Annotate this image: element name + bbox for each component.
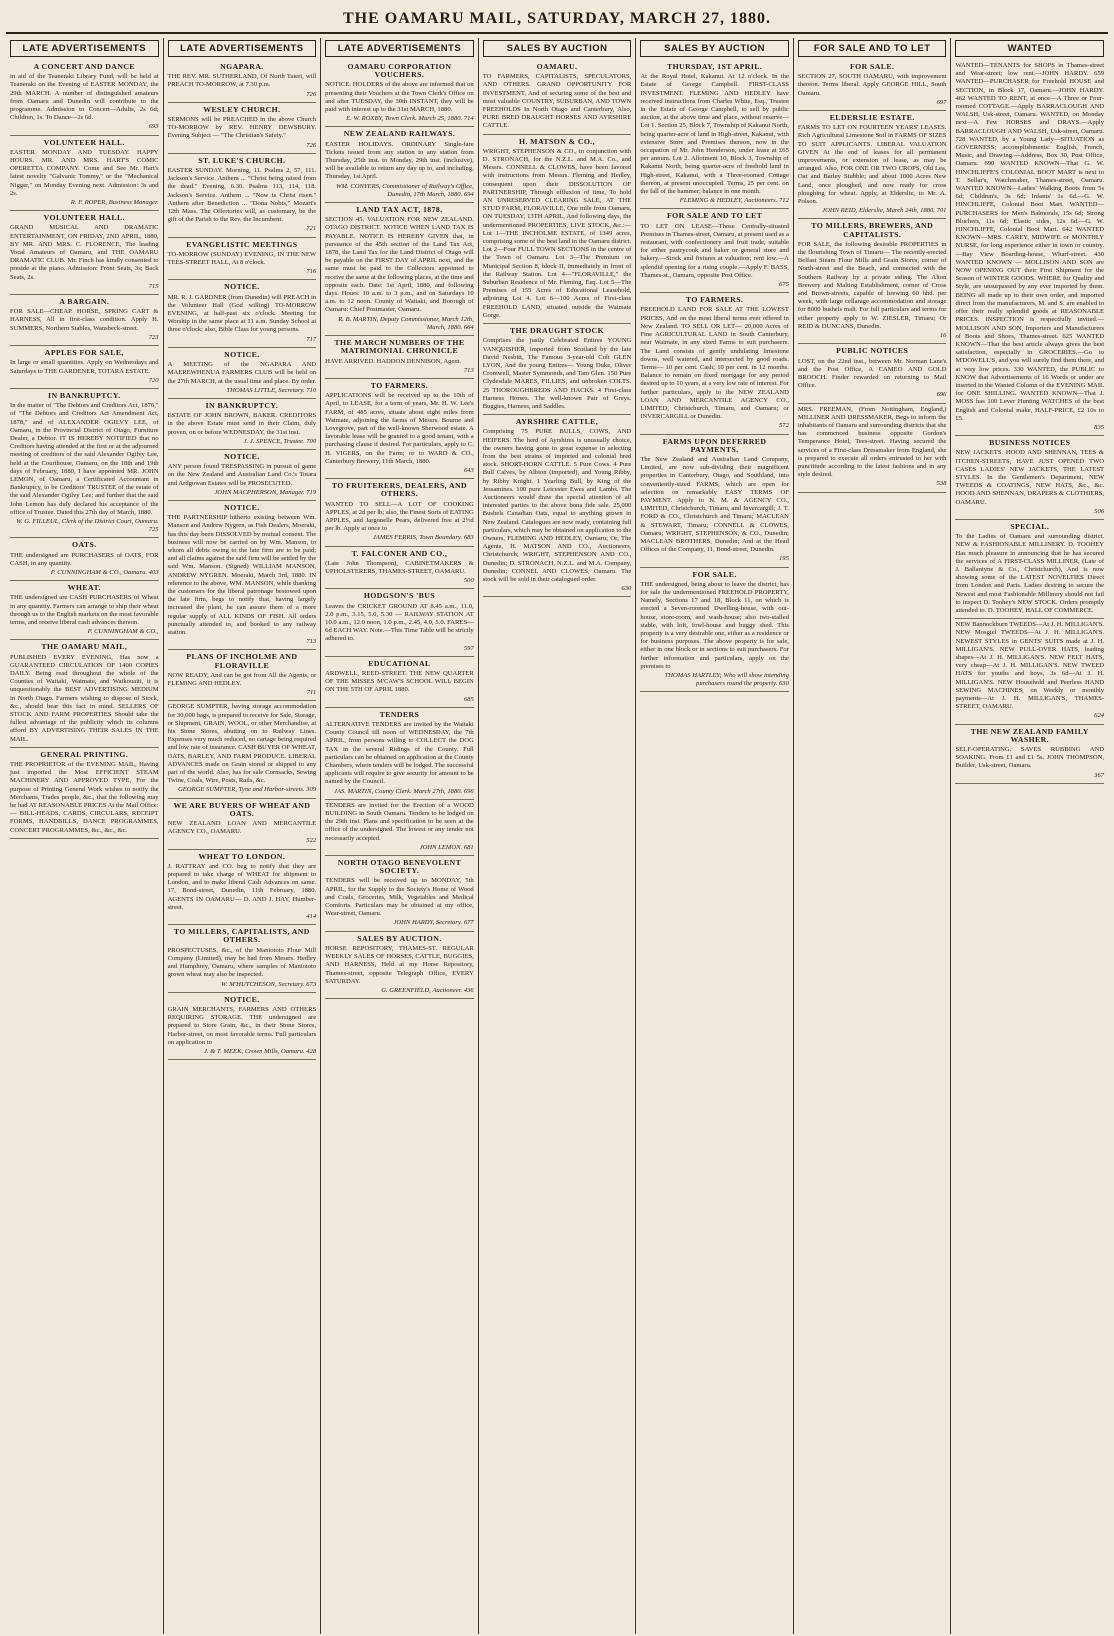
ad-body: PROSPECTUSES, &c., of the Maniototo Flour Mill Company (Limited), may be had from Messrs. Hedley and Humphrey, Oamaru, where samples of Maniototo grown wheat may also be inspected. xyxy=(167,946,317,979)
advertisement xyxy=(798,344,947,403)
advertisement xyxy=(168,154,317,238)
advertisement xyxy=(325,203,474,336)
ad-title: NOTICE. xyxy=(224,994,260,1004)
ad-body: HORSE REPOSITORY, THAMES-ST. REGULAR WEEKLY SALES OF HORSES, CATTLE, BUGGIES, AND HARNESS, Held at my Horse Repository, Thames-street, opposite Telegraph Office, EVERY SATURDAY. xyxy=(325,944,474,985)
ad-signature: WM. CONYERS, Commissioner of Railway's Office, Dunedin, 17th March, 1880. 694 xyxy=(336,182,474,198)
masthead: THE OAMARU MAIL, SATURDAY, MARCH 27, 1880. xyxy=(342,10,772,27)
ad-body: SELF-OPERATING. SAVES RUBBING AND SOAKING. From £1 and £1 5s. JOHN THOMPSON, Builder, Usk-street, Oamaru. xyxy=(955,746,1105,770)
advertisement xyxy=(798,219,947,344)
ad-signature: W. M'HUTCHESON, Secretary. 673 xyxy=(221,980,317,988)
ad-signature: P. CUNNINGHAM & CO., xyxy=(87,628,159,636)
ad-title: THE DRAUGHT STOCK xyxy=(510,326,605,336)
ad-title: THE MARCH NUMBERS OF THE MATRIMONIAL CHRONICLE xyxy=(334,338,465,356)
ad-body: FOR SALE, the following desirable PROPERTIES in the flourishing Town of Timaru— The recently-erected Belfast Steam Flour Mills and Grain Stores, corner of North-street and the Beach, and connected with the Southern Railway by a private siding. The Alton Brewery and Malting Establishment, corner of Cross and Brown-streets, capable of brewing 60 hhd. per week, with large cellarage accommodation and storage for 8000 bushels malt. For full particulars and terms for either property apply to W. ZIESLER, Timaru; Or REID & DUNCANS, Dunedin. xyxy=(797,240,947,330)
ad-title: BUSINESS NOTICES xyxy=(989,438,1071,448)
ad-body: Leaves the CRICKET GROUND AT 8.45 a.m., 11.0, 2.0 p.m., 3.15, 5.0, 5.30 — RAILWAY STATION AT 10.0 a.m., 12.0 noon, 1.0 p.m., 2.45, 4.0, 5.0. FARES—6d EACH WAY. Note.—This Time Table will be strictly adhered to. xyxy=(325,602,474,643)
ad-signature: JAMES FERRIS, Town Boundary. 683 xyxy=(372,534,474,542)
ad-signature: 711 xyxy=(306,689,317,697)
ad-title: H. MATSON & CO., xyxy=(519,136,596,146)
advertisement xyxy=(10,389,159,538)
ad-title: NOTICE. xyxy=(224,349,260,359)
masthead-rule xyxy=(6,32,1108,34)
advertisement xyxy=(483,324,632,415)
ad-title: FOR SALE AND TO LET xyxy=(666,211,763,221)
ad-signature: E. W. ROXBY, Town Clerk. March 25, 1880. 714 xyxy=(346,115,474,123)
ad-title: NORTH OTAGO BENEVOLENT SOCIETY. xyxy=(337,858,462,876)
ad-body: FOR SALE—CHEAP. HORSE, SPRING CART & HARNESS, All in first-class condition. Apply H. SUMMERS, Northern Stables, Wansbeck-street. xyxy=(10,308,159,332)
advertisement xyxy=(325,60,474,127)
advertisement xyxy=(168,60,317,103)
ad-title: TO FARMERS. xyxy=(685,295,744,305)
ad-title: IN BANKRUPTCY. xyxy=(205,400,279,410)
advertisement xyxy=(168,103,317,154)
advertisement xyxy=(325,547,474,590)
ad-title: A CONCERT AND DANCE xyxy=(33,62,135,71)
ad-title: FARMS UPON DEFERRED PAYMENTS. xyxy=(662,436,767,454)
column-5 xyxy=(635,38,793,1634)
advertisement xyxy=(10,538,159,581)
ad-title: WESLEY CHURCH. xyxy=(203,104,281,114)
ad-signature: J. & T. MEEK, Crown Mills, Oamaru. 428 xyxy=(204,1047,317,1055)
advertisement xyxy=(325,932,474,999)
ad-body: WRIGHT, STEPHENSON & CO., in conjunction with D. STRONACH, for the N.Z.L. and M.A. Co., and Messrs. CONNELL & CLOWES, have been favored with instructions from Messrs. Fleming and Hedley, consequent upon their DISSOLUTION OF PARTNERSHIP, Through effluxion of time, To hold AN UNRESERVED CLEARING SALE, AT THE STUD FARM, FLORAVILLE, One mile from Oamaru, ON TUESDAY, 13TH APRIL, And following days, the undermentioned PROPERTIES, LIVE STOCK, &c.:— Lot 1—THE INCHOLME ESTATE, of 1349 acres, comprising some of the best land in the Oamaru district. Lot 2—Four FULL TOWN SECTIONS in the centre of the Town of Oamaru. Lot 3—The Premium on Municipal Section 8, block II, immediately in front of the Railway Station. Lot 4—"FLORAVILLE," the Suburban Residence of Mr. Fleming, Esq. Lot 5—The Premises of 155 Acres of Educational Leasehold, adjoining Lot 4. Lot 6—100 Acres of First-class FREEHOLD LAND, situated outside the Waimate Gorge. xyxy=(482,147,632,319)
advertisement xyxy=(325,336,474,379)
advertisement xyxy=(168,348,317,399)
ad-title: ELDERSLIE ESTATE. xyxy=(829,113,915,123)
advertisement xyxy=(955,60,1104,436)
ad-body: ALTERNATIVE TENDERS are invited by the Waitaki County Council till noon of WEDNESDAY, the 7th APRIL, from persons willing to COLLECT the DOG TAX in the several Ridings of the County. Full particulars can be obtained on application at the County Chambers, where tenders will be lodged. The successful applicants will require to give security for amount to be named by the Council. xyxy=(325,721,474,786)
ad-signature: 643 xyxy=(463,466,474,474)
ad-signature: JOHN LEMON. 681 xyxy=(419,843,474,851)
ad-title: TO FARMERS. xyxy=(370,380,429,390)
ad-body: ANY person found TRESPASSING in pursuit of game on the New Zealand and Australian Land Co.'s Totara and Ardgowan Estates will be PROSECUTED. xyxy=(167,463,317,487)
ad-body: ESTATE OF JOHN BROWN, BAKER. CREDITORS in the above Estate must send in their Claim, duly proven, on or before WEDNESDAY, the 31st inst. xyxy=(167,412,317,436)
advertisement xyxy=(10,581,159,640)
ad-body: Comprises the justly Celebrated Entires YOUNG VANQUISHER, imported from Scotland by the late David Nesbitt, The Famous 3-year-old Colt GLEN LYON, And the young Entires— Young Duke, Oliver Cromwell, Master Symmonds, and Tam Glen. 150 Pure Clydesdale MARES, FILLIES, and unbroken COLTS. 25 THOROUGHBREDS AND HACKS. 4 First-class Harness Horses. The well-known Pair of Greys. Buggies, Harness, and Saddles. xyxy=(482,337,632,410)
ad-signature: 597 xyxy=(463,644,474,652)
ad-body: (Late John Thompson), CABINETMAKERS & UPHOLSTERERS, THAMES-STREET, OAMARU. xyxy=(325,559,474,575)
ad-title: OAMARU. xyxy=(536,62,578,71)
ad-signature: 715 xyxy=(148,282,159,290)
ad-signature: JOHN REID, Elderslie, March 24th, 1880. 701 xyxy=(822,207,947,215)
ad-body: SECTION 45. VALUATION FOR NEW ZEALAND. OTAGO DISTRICT. NOTICE WHEN LAND TAX IS PAYABLE. NOTICE IS HEREBY GIVEN that, in pursuance of the 45th section of the Land Tax Act, 1878, the Land Tax for the Land District of Otago will be payable on the FIRST DAY of APRIL next, and the same must be paid to the Collectors appointed to receive the same at the following places, at the time and opposite each. Date: 1st April, 1880, and following days. Hours: 10 a.m. to 3 p.m., and on Saturdays 10 a.m. to 12 noon. County of Waitaki, and Borough of Oamaru: Chief Postmaster, Oamaru. xyxy=(325,216,474,314)
ad-body: GRAIN MERCHANTS, FARMERS AND OTHERS REQUIRING STORAGE. THE undersigned are prepared to Store Grain, &c., in their Stone Stores, Harbor-street, on most favorable terms. Full particulars on application to xyxy=(167,1005,317,1046)
ad-body: NEW ZEALAND LOAN AND MERCANTILE AGENCY CO., OAMARU. xyxy=(167,820,317,836)
ad-body: MRS. FREEMAN, (From Nottingham, England,) MILLINER AND DRESSMAKER, Begs to inform the inhabitants of Oamaru and surrounding districts that she has commenced business opposite Gordon's Temperance Hotel, Tees-street. Having secured the services of a First-class Dressmaker from England, she is prepared to execute all orders entrusted to her with punctitude according to the latest fashions and in any style desired. xyxy=(797,405,947,479)
ad-signature: JOHN MACPHERSON, Manager. 719 xyxy=(214,488,317,496)
ad-body: TO LET ON LEASE—Those Centrally-situated Premises in Thames-street, Oamaru, at present used as a restaurant, with confectionery and fruit trade, suitable for either pastrycook and baker or general store and bakery.—Stock and fixtures at valuation; rent low.—A splendid opening for a rising couple.—Apply F. BASS, Thames-st., Oamaru, opposite Post Office. xyxy=(640,222,789,279)
ad-title: A BARGAIN. xyxy=(59,297,110,307)
advertisement xyxy=(168,650,317,701)
ad-title: NOTICE. xyxy=(224,451,260,461)
ad-body: ARDWELL, REED-STREET. THE NEW QUARTER OF THE MISSES M'CAW'S SCHOOL WILL BEGIN ON THE 5TH OF APRIL 1880. xyxy=(325,670,474,694)
ad-signature: 414 xyxy=(306,913,317,921)
advertisement xyxy=(483,415,632,597)
ad-signature: W. G. FILLEUL, Clerk of the District Court, Oamaru. 725 xyxy=(16,517,159,534)
advertisement xyxy=(640,293,789,434)
ad-title: LAND TAX ACT, 1878. xyxy=(356,205,443,215)
ad-signature: 835 xyxy=(1094,423,1105,431)
ad-body: FARMS TO LET ON FOURTEEN YEARS' LEASES. Rich Agricultural Limestone Soil in FARMS OF SIZES TO SUIT APPLICANTS. LIBERAL VALUATION GIVEN At the end of leases for all permanent improvements, or extension of lease, as may be arranged. Also, FOR ONE OR TWO CROPS, Old Lea, Oat and Barley Stubble; and about 1000 Acres New Land, once ploughed, and now ready for cross ploughing for wheat. Apply, at Elderslie, to Mr. A. Polson. xyxy=(797,124,947,206)
ad-signature: 693 xyxy=(148,123,159,131)
ad-title: WE ARE BUYERS OF WHEAT AND OATS. xyxy=(173,800,311,818)
ad-signature: 716 xyxy=(306,268,317,276)
ad-signature: 506 xyxy=(1094,507,1105,515)
ad-title: WHEAT TO LONDON. xyxy=(198,851,286,861)
advertisement xyxy=(168,399,317,450)
ad-body: To the Ladies of Oamaru and surrounding district. NEW & FASHIONABLE MILLINERY. D. TOOHEY Has much pleasure in announcing that he has secured the services of A FIRST-CLASS MILLINER, (Late of J. Ballantyne & Co., Christchurch), And is now showing some of the LATEST NOVELTIES Direct from London and Paris. Ladies desiring to secure the Newest and most Fashionable Millinery should not fail to inspect D. Toohey's NEW STOCK. Orders promptly attended to. D. TOOHEY, HALL OF COMMERCE. xyxy=(955,533,1105,614)
ad-body: MR. R. J. GARDNER (from Dunedin) will PREACH in the Volunteer Hall (God willing) TO-MORROW EVENING, at half-past six o'clock. Meeting for Worship in the same place at 11 a.m. Sunday School at three o'clock; also, Bible Class for young persons. xyxy=(167,293,317,334)
ad-title: T. FALCONER AND CO., xyxy=(351,548,448,558)
ad-title: VOLUNTEER HALL. xyxy=(43,137,125,147)
ad-signature: J. J. SPENCE, Trustee. 700 xyxy=(243,437,317,445)
ad-title: VOLUNTEER HALL. xyxy=(43,213,125,223)
advertisement xyxy=(955,520,1104,619)
ad-body: LOST, on the 22nd inst., between Mr. Norman Lane's and the Post Office, A CAMEO AND GOLD BROOCH. Finder rewarded on returning to Mail Office. xyxy=(797,357,947,390)
ad-body: in aid of the Teaneraki Library Fund, will be held at Teaneraki on the Evening of EASTER MONDAY, the 29th MARCH. A number of distinguished amateurs from Oamaru and Dunedin will contribute to the programme. Admission to Concert—Adults, 2s 6d; Children, 1s. To Dance—2s 6d. xyxy=(10,73,159,122)
ad-signature: THOMAS HARTLEY; Who will show intending purchasers round the property. 630 xyxy=(664,672,789,688)
ad-signature: 630 xyxy=(621,585,632,593)
ad-title: SPECIAL. xyxy=(1010,521,1050,531)
advertisement xyxy=(325,379,474,479)
ad-title: NOTICE. xyxy=(224,502,260,512)
ad-signature: 721 xyxy=(306,225,317,233)
ad-body: In the matter of "The Debtors and Creditors Act, 1876," of "The Debtors and Creditors Act Amendment Act, 1878," and of ALEXANDER OGILVY LEE, of Oamaru, in the Provincial District of Otago, Furniture Dealer, a Debtor. IT IS HEREBY NOTIFIED that no Creditors having attended at the first or at the adjourned meeting of creditors of the said Alexander Ogilvy Lee, held at the Courthouse, Oamaru, on the 18th and 19th days of February, 1880, I have appointed MR. JOHN LEMON, of Oamaru, a Certificated Accountant in Bankruptcy, to be Creditors' TRUSTEE of the estate of the said Alexander Ogilvy Lee; and further that the said John Lemon has duly declared his acceptance of the office of Trustee. Dated this 27th day of March, 1880. xyxy=(10,402,159,516)
ad-body: PUBLISHED EVERY EVENING, Has now a GUARANTEED CIRCULATION OF 1400 COPIES DAILY. Being read throughout the whole of the Counties of Waitaki, Waimate, and Waikouaiti, it is unquestionably the BEST ADVERTISING MEDIUM in North Otago. Farmers wishing to dispose of Stock, &c., should bear this fact in mind. SELLERS OF STOCK AND FARM PROPERTIES Should take the fullest advantage of the publicity which its columns afford BY ADVERTISING THEIR SALES IN THE MAIL. xyxy=(10,653,159,743)
advertisement xyxy=(325,856,474,932)
ad-signature: 726 xyxy=(306,141,317,149)
ad-body: NEW JACKETS. HOOD AND SHENNAN, TEES & ITCHEN-STREETS, HAVE JUST OPENED TWO CASES LADIES' NEW JACKETS, THE LATEST STYLES. In the Gentlemen's Department, NEW TWEEDS & COATINGS, NEW HATS, &c., &c. HOOD AND SHENNAN, DRAPERS & CLOTHIERS, OAMARU. xyxy=(955,449,1105,506)
ad-signature: 713 xyxy=(463,366,474,374)
ad-body: GEORGE SUMPTER, having storage accommodation for 30,000 bags, is prepared to receive for Sale, Storage, or Shipment, GRAIN, WOOL, or other Merchandise, at his Stone Stores, abutting on to Railway Lines. Expenses very much reduced, no cartage being required and low rate of insurance. CASH BUYER OF WHEAT, OATS, BARLEY, AND FARM PRODUCE. LIBERAL ADVANCES made on Grain stored or shipped to any part of the world. Also, has for sale Cornsacks, Sewing Twine, Coals, Wire, Posts, Rails, &c. xyxy=(167,703,317,785)
ad-signature: G. GREENFIELD, Auctioneer. 436 xyxy=(381,986,474,994)
ad-title: APPLES FOR SALE, xyxy=(44,348,124,358)
column-6 xyxy=(793,38,951,1634)
ad-body: NEW Bannockburn TWEEDS—At J. H. MILLIGAN'S. NEW Mosgiel TWEEDS—At J. H. MILLIGAN'S. NEWEST STYLES in GENTS' SUITS made at J. H. MILLIGAN'S. NEW PULL-OVER HATS, leading shapes—At J. H. MILLIGAN'S. NEW FELT HATS, very cheap—At J. H. MILLIGAN'S. NEW TWEED HATS for youths and boys, 3s 6d—At J. H. MILLIGAN'S. NEW Household and Peerless HAND SEWING MACHINES, on Weekly or monthly payments—At J. H. MILLIGAN'S, THAMES-STREET, OAMARU. xyxy=(955,621,1105,711)
advertisement xyxy=(10,346,159,389)
ad-title: GENERAL PRINTING. xyxy=(40,749,129,759)
ad-body: The New Zealand and Australian Land Company, Limited, are now sub-dividing their magnificent properties in Canterbury, Otago, and Southland, into conveniently-sized FARMS, which are open for selection on remarkably EASY TERMS OF PAYMENT. Apply to N. M. & AGENCY CO., LIMITED, Christchurch, Timaru, and Invercargill; J. T. FORD & CO., Christchurch and Timaru; MACLEAN & STEWART, Timaru; CONNELL & CLOWES, Oamaru; WRIGHT, STEPHENSON, & CO., Dunedin; MACLEAN BROTHERS, Dunedin; And at the Head Offices of the Company, 11, Bond-street, Dunedin. xyxy=(640,455,789,554)
ad-body: EASTER MONDAY AND TUESDAY. HAPPY HOURS. MR. AND MRS. HART'S COMIC OPERETTA COMPANY. Come and See Mr. Hart's latest novelty "Galvanic Tommy," or the "Mechanical Nigger," on Monday Evening next. Admission: 3s and 2s. xyxy=(10,148,159,197)
ad-title: AYRSHIRE CATTLE, xyxy=(515,417,599,427)
ad-body: J. RATTRAY and CO. beg to notify that they are prepared to take charge of WHEAT for shipment to London, and to make liberal Cash Advances on same. 17, Bond-street, Dunedin, 11th February, 1880. AGENTS IN OAMARU— D. AND J. HAY, Humber-street. xyxy=(167,862,317,911)
ad-signature: 685 xyxy=(463,695,474,703)
ad-title: OAMARU CORPORATION VOUCHERS. xyxy=(347,62,452,80)
ad-body: THE PROPRIETOR of the EVENING MAIL, Having just imported the Most EFFICIENT STEAM MACHINERY AND APPROVED TYPE, For the purpose of Printing General Work wishes to notify the Merchants, Trades people, &c., that the following may be had AT REASONABLE PRICES At the Mail Office:— BILL-HEADS, CARDS, CIRCULARS, RECEIPT FORMS, HANDBILLS, DANCE PROGRAMMES, CONCERT PROGRAMMES, &c., &c., &c. xyxy=(10,761,159,834)
ad-body: A MEETING of the NGAPARA AND MAEREWHENUA FARMERS CLUB will be held on the 27th MARCH, at the usual time and place. By order. xyxy=(167,361,317,385)
advertisement xyxy=(10,211,159,295)
ad-signature: 723 xyxy=(148,333,159,341)
ad-signature: JAS. MARTIN, County Clerk. March 27th, 1880. 696 xyxy=(334,787,474,795)
ad-body: WANTED TO SELL—A LOT OF COOKING APPLES, at 2d per lb; also, the Finest Sorts of EATING APPLES, and Jargonelle Pears, delivered free at 2½d per lb. Apply at once to xyxy=(325,500,474,533)
advertisement xyxy=(955,619,1104,724)
ad-signature: FLEMING & HEDLEY, Auctioneers. 712 xyxy=(679,197,789,205)
advertisement xyxy=(325,589,474,656)
ad-body: At the Royal Hotel, Kakanui. At 12 o'clock. In the Estate of George Campbell. FIRST-CLASS INVESTMENT. FLEMING AND HEDLEY have received instructions from Charles White, Esq., Trustee in the Estate of George Campbell, to sell by public auction, at the above time and place, without reserve— Lot 1. Section 25, Block 7, Township of Kakanui North, being quarter-acre of land in High-street, Kakanui, with extensive Store and Premises thereon, now in the occupation of Mr. John Henderson, under lease at £65 per annum. Lot 2. Allotment 10, Block 3, Township of Kakanui North, being quarter-acre of freehold land in High-street, Kakanui, with a Three-roomed Cottage thereon, at present unoccupied. Terms, 25 per cent. on the fall of the hammer; balance in one month. xyxy=(640,73,789,196)
ad-body: TENDERS will be received up to MONDAY, 5th APRIL, for the Supply to the Society's Home of Wood and Coals, Groceries, Milk, Vegetables and Medical Comforts. Particulars may be obtained at my office, Wear-street, Oamaru. xyxy=(325,877,474,918)
ad-body: GRAND MUSICAL AND DRAMATIC ENTERTAINMENT, ON FRIDAY, 2ND APRIL, 1880, BY MR. AND MRS. C. FLORENCE, The leading Vocal Amateurs of Oamaru, and THE OAMARU DRAMATIC CLUB. Mr. Finch has kindly consented to preside at the piano. Admission: Front Seats, 3s; Back Seats, 2s. xyxy=(10,224,159,281)
ad-signature: GEORGE SUMPTER, Tyne and Harbor-streets. 309 xyxy=(178,786,317,794)
column-4 xyxy=(478,38,636,1634)
advertisement xyxy=(640,209,789,293)
advertisement xyxy=(168,799,317,850)
ad-signature: P. CUNNINGHAM & CO., Oamaru. 403 xyxy=(50,568,159,576)
ad-signature: 16 xyxy=(939,332,947,340)
ad-title: WHEAT. xyxy=(67,583,101,593)
ad-title: FOR SALE. xyxy=(692,569,737,579)
ad-signature: THOMAS LITTLE, Secretary. 710 xyxy=(226,386,317,394)
ad-signature: 726 xyxy=(306,90,317,98)
ad-body: THE REV. MR. SUTHERLAND, Of North Taieri, will PREACH TO-MORROW, at 7.30 p.m. xyxy=(167,73,317,89)
ad-title: NGAPARA. xyxy=(220,62,264,71)
column-heading: WANTED xyxy=(955,40,1104,57)
ad-body: NOTICE. HOLDERS of the above are informed that on presenting their Vouchers at the Town Clerk's Office on and after TUESDAY, the 30th INSTANT, they will be paid with interest up to the 31st MARCH, 1880. xyxy=(325,81,474,114)
advertisement xyxy=(168,701,317,798)
ad-body: HAVE ARRIVED. HADDON DENNISON, Agent. xyxy=(325,357,462,365)
ad-title: PLANS OF INCHOLME AND FLORAVILLE xyxy=(186,652,298,670)
ad-body: THE undersigned are PURCHASERS of OATS, FOR CASH, in any quantity. xyxy=(10,551,159,567)
advertisement xyxy=(483,135,632,324)
advertisement xyxy=(325,657,474,708)
ad-signature: 572 xyxy=(779,422,789,430)
ad-body: TO FARMERS, CAPITALISTS, SPECULATORS, AND OTHERS. GRAND OPPORTUNITY FOR INVESTMENT, And of securing some of the best and most valuable COUNTRY, SUBURBAN, AND TOWN FREEHOLDS In North Otago and Canterbury, Also, PURE BRED DRAUGHT HORSES AND AYRSHIRE CATTLE. xyxy=(482,73,632,130)
advertisement xyxy=(640,568,789,693)
ad-title: OATS. xyxy=(71,540,97,550)
columns-container xyxy=(6,38,1108,1634)
ad-title: THURSDAY, 1ST APRIL. xyxy=(666,62,763,71)
ad-signature: 538 xyxy=(936,480,947,488)
ad-signature: 717 xyxy=(306,335,317,343)
ad-body: WANTED—TENANTS for SHOPS in Thames-street and Wear-street; low rent.—JOHN HARDY. 659 WANTED—PURCHASER for Freehold HOUSE and SECTION, in Block 17, Oamaru.—JOHN HARDY. 462 WANTED TO RENT, at once—A Three or Four-roomed COTTAGE.—Apply BARRACLOUGH AND WALSH, Usk-street, Oamaru. WANTED, on Monday next—A Few HORSES and DRAYS.—Apply BARRACLOUGH AND WALSH, Usk-street, Oamaru. 728 WANTED, by a Young Lady—SITUATION as GOVERNESS; accomplishments: English, French, Music, and Drawing.—Address, Box 30, Post Office, Oamaru. 690 WANTED KNOWN—That G. W. HINCHLIFFE'S COLONIAL BOOT MART is next to T. Sellar's, Watchmaker, Thames-street, Oamaru. WANTED KNOWN—Ladies' Walking Boots from 5s 6d; Children's, 3s 6d; Infants' 1s 6d.—G. W. HINCHLIFFE, Colonial Boot Mart. WANTED—PURCHASERS for Men's Balmorals, 15s 6d; Strong Bluchers, 11s 6d; Elastic sides, 12s 6d.—G. W. HINCHLIFFE, Colonial Boot Mart. 642 WANTED KNOWN—MRS. CAREY, MIDWIFE or MONTHLY NURSE, for long experience either in town or country.—Bay View Boarding-house, Wharf-street. 430 WANTED KNOWN — MOLLISON AND SON are NOW OPENING OUT their First Shipment for the Season of WINTER GOODS. WHERE for Quality and Style, are unsurpassed by any ever imported by them. BEING all made up to their own order, and imported direct from the manufacturers, M. and S. are enabled to offer their really splendid goods at REASONABLE PRICES. INSPECTION is respectfully invited.—MOLLISON AND SON, Importers and Manufacturers of Boots and Shoes, Thames-street. 625 WANTED KNOWN—That the best article always gives the best satisfaction, especially in GROCERIES.—Go to M'DOWELL'S, and you will surely find them there, and at very low prices. 330 WANTED, the PUBLIC to KNOW that Advertisements of 16 Words or under are inserted in the Wanted Column of the EVENING MAIL for ONE SHILLING. WANTED KNOWN—That J. MOSS has 100 Lever Hunting WATCHES of the best English and Colonial make, HALF-PRICE, £2 10s to £5. xyxy=(955,62,1105,422)
advertisement xyxy=(10,748,159,839)
column-heading: SALES BY AUCTION xyxy=(640,40,789,57)
ad-title: TO MILLERS, BREWERS, AND CAPITALISTS. xyxy=(811,221,934,239)
advertisement xyxy=(10,60,159,136)
advertisement xyxy=(325,800,474,856)
ad-body: THE undersigned are CASH PURCHASERS of Wheat in any quantity. Farmers can arrange to ship their wheat through us to the English markets on the most favorable terms, and receive liberal cash advances thereon. xyxy=(10,594,159,626)
ad-signature: 500 xyxy=(463,577,474,585)
ad-signature: 195 xyxy=(779,555,789,563)
advertisement xyxy=(168,280,317,347)
ad-body: TO-MORROW (SUNDAY) EVENING, IN THE NEW TEES-STREET HALL, At 8 o'clock. xyxy=(167,250,317,267)
advertisement xyxy=(798,404,947,493)
ad-body: In large or small quantities. Apply on Wednesdays and Saturdays to THE GARDENER, TOTARA ESTATE. xyxy=(10,359,159,375)
column-heading: LATE ADVERTISEMENTS xyxy=(10,40,159,57)
ad-signature: R. B. MARTIN, Deputy Commissioner, March 12th, March, 1880. 664 xyxy=(338,315,474,331)
ad-title: THE NEW ZEALAND FAMILY WASHER. xyxy=(970,726,1089,744)
advertisement xyxy=(10,640,159,747)
ad-signature: 624 xyxy=(1094,712,1105,720)
ad-signature: 713 xyxy=(306,638,317,646)
advertisement xyxy=(640,60,789,209)
ad-title: FOR SALE. xyxy=(850,62,895,71)
ad-title: ST. LUKE'S CHURCH. xyxy=(198,155,286,165)
column-2 xyxy=(163,38,321,1634)
ad-signature: JOHN HARDY, Secretary. 677 xyxy=(393,919,474,927)
ad-title: TENDERS xyxy=(379,709,420,719)
ad-body: SERMONS will be PREACHED in the above Church TO-MORROW by REV. HENRY DEWSBURY. Evening Subject — "The Christian's Safety." xyxy=(167,116,317,140)
ad-title: IN BANKRUPTCY. xyxy=(48,390,121,400)
ad-body: FREEHOLD LAND FOR SALE AT THE LOWEST PRICES, And on the most liberal terms ever offered in New Zealand. TO SELL OR LET— 20,000 Acres of Fine AGRICULTURAL LAND in South Canterbury, near Waimate, in any sized Farms to suit purchasers. The Land consists of gently undulating limestone downs, well watered, and intersected by good roads. Terms— 10 per cent. Cash; 10 per cent. in 12 months. Balance to remain on fixed mortgage for any period desired up to 10 years, at a very low rate of interest. For further particulars, apply to the NEW ZEALAND LOAN AND MERCANTILE AGENCY CO., LIMITED, Christchurch, Timaru, and Oamaru; or INVERCARGILL or Dunedin. xyxy=(640,306,789,421)
ad-body: SECTION 27, SOUTH OAMARU, with improvement thereon. Terms liberal. Apply GEORGE HILL, South Oamaru. xyxy=(797,73,947,97)
column-heading: SALES BY AUCTION xyxy=(483,40,632,57)
ad-title: EDUCATIONAL xyxy=(368,658,431,668)
advertisement xyxy=(955,436,1104,520)
advertisement xyxy=(798,111,947,219)
advertisement xyxy=(168,501,317,650)
ad-signature: 522 xyxy=(306,837,317,845)
column-1 xyxy=(6,38,163,1634)
column-heading: LATE ADVERTISEMENTS xyxy=(325,40,474,57)
advertisement xyxy=(168,850,317,926)
advertisement xyxy=(955,725,1104,784)
advertisement xyxy=(798,60,947,111)
advertisement xyxy=(325,708,474,800)
column-7 xyxy=(950,38,1108,1634)
ad-signature: R. F. ROPER, Business Manager. xyxy=(70,199,159,207)
advertisement xyxy=(168,450,317,501)
ad-signature: 697 xyxy=(936,98,947,106)
ad-signature: 675 xyxy=(779,281,789,289)
advertisement xyxy=(10,295,159,346)
advertisement xyxy=(640,435,789,568)
ad-title: NEW ZEALAND RAILWAYS. xyxy=(343,129,456,139)
ad-title: SALES BY AUCTION. xyxy=(357,933,442,943)
ad-body: EASTER SUNDAY. Morning, 11. Psalms 2, 57, 111. Jackson's Service. Anthem ... "Christ being raised from the dead." Evening, 6.30. Psalms 113, 114, 118. Jackson's Service. Anthem ... "Now is Christ risen." Anthem after Benediction ... "Dona Nobis," Mozart's 12th Mass. The Offertories will, as customary, be the gift of the Parish to the Rev. the Incumbent. xyxy=(167,167,317,224)
ad-title: HODGSON'S 'BUS xyxy=(363,591,436,601)
ad-title: TO MILLERS, CAPITALISTS, AND OTHERS. xyxy=(173,927,310,945)
ad-body: EASTER HOLIDAYS. ORDINARY Single-fare Tickets issued from any station to any station from Thursday, 25th inst. to Monday, 29th inst. (inclusive), will be available to return any day up to, and including, Thursday, 1st April. xyxy=(325,140,474,181)
ad-title: NOTICE. xyxy=(224,282,260,292)
column-heading: FOR SALE AND TO LET xyxy=(798,40,947,57)
ad-signature: 720 xyxy=(148,376,159,384)
advertisement xyxy=(325,479,474,546)
column-heading: LATE ADVERTISEMENTS xyxy=(168,40,317,57)
ad-body: THE undersigned, being about to leave the district, has for sale the undermentioned FREEHOLD PROPERTY, Namely, Sections 17 and 18, Block 11, on which is erected a Seven-roomed Dwelling-house, with out-house, store-room, and wash-house; also two-stalled stable, with loft, fowl-house and buggy shed. This property is a very desirable one, either as a residence or for business purposes. The above property is for sale, either in one block or in sections to suit purchasers. For further information and particulars, apply on the premises to xyxy=(640,580,789,670)
ad-body: APPLICATIONS will be received up to the 10th of April, to LEASE, for a term of years, Mr. H. W. Lee's FARM, of 485 acres, situate about eight miles from Waimate, adjoining the farms of Messrs. Bourne and Lovegrove, part of the well-known Sherwood estate. A favorable lease will be granted to a good tenant, with a purchasing clause if desired. For particulars, apply to C. H. VIGERS, on the Farm; or to WARD & CO., Canterbury Brewery, 11th March, 1880. xyxy=(325,392,474,465)
ad-signature: 696 xyxy=(936,391,947,399)
column-3 xyxy=(320,38,478,1634)
ad-title: PUBLIC NOTICES xyxy=(836,346,909,356)
ad-title: EVANGELISTIC MEETINGS xyxy=(186,239,298,249)
advertisement xyxy=(10,136,159,212)
ad-body: NOW READY, And can be got from All the Agents, or FLEMING AND HEDLEY. xyxy=(167,671,317,687)
ad-body: THE PARTNERSHIP hitherto existing between Wm. Manson and Andrew Nygren, as Fish Dealers, Moeraki, has this day been DISSOLVED by mutual consent. The business will now be carried on by Wm. Manson, to whom all debts owing to the late firm are to be paid; and all claims against the said firm will be settled by the said Wm. Manson. (Signed) WILLIAM MANSON, ANDREW NYGREN. Moeraki, March 3rd, 1880. IN reference to the above, WM. MANSON, while thanking the customers for the liberal patronage bestowed upon the late firm, begs to notify that, having largely increased the plant, he can assure them of a more regular supply of ALL KINDS OF FISH. All orders punctually attended to, and booked to any railway station. xyxy=(167,514,317,636)
ad-body: Comprising 75 PURE BULLS, COWS, AND HEIFERS. The herd of Ayrshires is unusually choice, the owners having gone to great expense in selecting from the best strains of imported and colonial bred stock. SHORT-HORN CATTLE. 5 Pure Cows. 4 Pure Bull Calves, by Albion (imported), and Young Ribby, by Ribby Knight. 1 Yearling Bull, by King of the Jessamines. 100 pure Leicester Ewes and Lambs. The Auctioneers would draw the special attention of all interested parties to the above bona fide sale. 25,000 Bushels Canadian Oats, equal to anything grown in New Zealand. Catalogues are now ready, containing full particulars, which may be obtained on application to the Owners, FLEMING AND HEDLEY, Oamaru; Or, The Agents, H. MATSON AND CO., Auctioneers, Christchurch; WRIGHT, STEPHENSON AND CO., Dunedin; D. STRONACH, N.Z.L. and M.A. Company, Dunedin; CONNEL AND CLOWES, Oamaru. The stock will be sold in their catalogued order. xyxy=(482,428,632,583)
ad-body: TENDERS are invited for the Erection of a WOOD BUILDING in South Oamaru. Tenders to be lodged on the 29th inst. Plans and specification to be seen at the office of the undersigned. The lowest or any tender not necessarily accepted. xyxy=(325,801,474,842)
ad-title: TO FRUITERERS, DEALERS, AND OTHERS. xyxy=(331,481,468,499)
ad-signature: 367 xyxy=(1094,771,1105,779)
advertisement xyxy=(168,925,317,992)
advertisement xyxy=(325,127,474,203)
ad-title: THE OAMARU MAIL, xyxy=(41,642,128,652)
advertisement xyxy=(483,60,632,135)
advertisement xyxy=(168,238,317,281)
advertisement xyxy=(168,993,317,1060)
